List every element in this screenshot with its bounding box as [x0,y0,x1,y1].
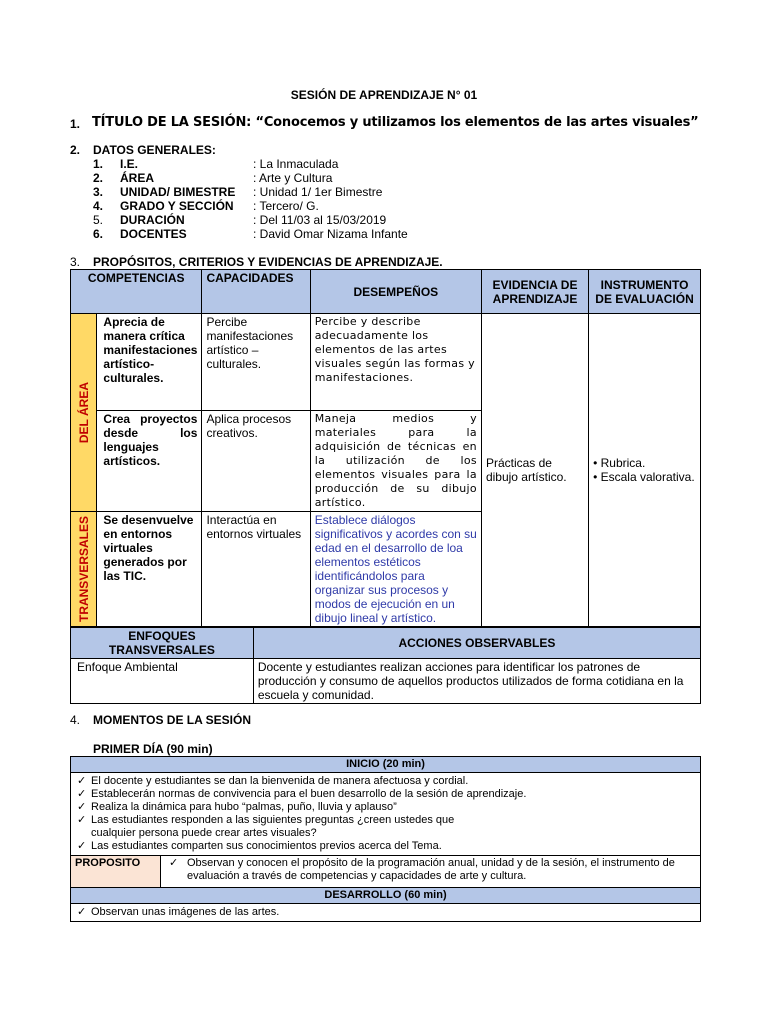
instrumento-cell [589,314,701,627]
datos-row [93,171,493,185]
datos-list [93,157,493,241]
instrumento-text: Escala valorativa. [600,470,695,484]
datos-value: : Tercero/ G. [253,199,319,213]
side-label-transversales-text: TRANSVERSALES [76,515,91,622]
list-item-text: Establecerán normas de convivencia para el buen desarrollo de la sesión de aprendizaje. [91,788,527,800]
desarrollo-header: DESARROLLO (60 min) [71,888,701,904]
check-icon: ✓ [168,857,179,869]
competencia-cell: Se desenvuelve en entornos virtuales generados por las TIC. [97,512,202,627]
inicio-items-cell [71,773,701,856]
header-acciones: ACCIONES OBSERVABLES [253,628,700,659]
inicio-items-row [71,773,701,856]
list-item-text: El docente y estudiantes se dan la bienvenida de manera afectuosa y cordial. [91,775,469,787]
datos-label: I.E. [120,157,139,171]
side-label-area [71,314,97,512]
datos-num: 4. [93,199,104,213]
desempeno-cell: Establece diálogos significativos y acordes con su edad en el desarrollo de loa elementos estéticos identificándolos para organizar sus procesos y modos de ejecución en un dibujo lineal y artístico. [310,512,481,627]
desempeno-cell: Maneja medios y materiales para la adquisición de técnicas en la utilización de los elementos visuales para la producción de su dibujo artístico. [310,411,481,512]
header-instrumento: INSTRUMENTO DE EVALUACIÓN [589,270,701,314]
instrumento-text: Rubrica. [600,456,646,470]
instrumento-item: • Escala valorativa. [593,470,695,484]
datos-row [93,157,493,171]
propositos-header-row [71,270,701,314]
section-3-number: 3. [70,255,81,269]
session-title-value: “Conocemos y utilizamos los elementos de las artes visuales” [255,115,699,130]
datos-label: UNIDAD/ BIMESTRE [120,185,236,199]
check-icon: ✓ [77,814,87,826]
check-icon: ✓ [77,775,87,787]
datos-row [93,185,493,199]
header-desempenos: DESEMPEÑOS [310,270,481,314]
list-item [77,906,696,919]
propositos-heading: PROPÓSITOS, CRITERIOS Y EVIDENCIAS DE APRENDIZAJE. [93,255,443,269]
list-item [77,814,696,840]
table-row [71,314,701,411]
check-icon: ✓ [77,840,87,852]
datos-value: : Unidad 1/ 1er Bimestre [253,185,383,199]
check-icon: ✓ [77,801,87,813]
header-competencias: COMPETENCIAS [71,270,202,314]
datos-value: : La Inmaculada [253,157,339,171]
datos-row [93,199,493,213]
header-capacidades: CAPACIDADES [202,270,310,314]
momentos-table [70,756,701,922]
table-row [71,659,701,704]
list-item [77,788,696,801]
datos-value: : Arte y Cultura [253,171,333,185]
desarrollo-items-row [71,904,701,922]
accion-cell: Docente y estudiantes realizan acciones para identificar los patrones de producción y consumo de aquellos productos utilizados de forma cotidiana en la escuela y comunidad. [253,659,700,704]
datos-num: 5. [93,213,104,227]
proposito-cell [160,856,700,888]
session-title [92,115,699,130]
propositos-table [70,269,701,627]
document-title: SESIÓN DE APRENDIZAJE N° 01 [290,88,478,102]
datos-row [93,213,493,227]
list-item-text: Realiza la dinámica para hubo “palmas, puño, lluvia y aplauso” [91,801,397,813]
datos-num: 2. [93,171,104,185]
section-2-number: 2. [70,143,81,157]
list-item [77,840,696,853]
day-heading: PRIMER DÍA (90 min) [93,742,213,756]
list-item [77,775,696,788]
section-4-number: 4. [70,713,81,727]
list-item-text: Las estudiantes comparten sus conocimientos previos acerca del Tema. [91,840,442,852]
capacidad-cell: Percibe manifestaciones artístico – culturales. [202,314,310,411]
evidencia-cell: Prácticas de dibujo artístico. [481,314,588,627]
instrumento-item: • Rubrica. [593,456,646,470]
capacidad-cell: Aplica procesos creativos. [202,411,310,512]
section-1-number: 1. [70,117,81,131]
datos-value: : David Omar Nizama Infante [253,227,408,241]
datos-label: ÁREA [120,171,155,185]
desarrollo-items-cell [71,904,701,922]
datos-row [93,227,493,241]
datos-num: 1. [93,157,104,171]
inicio-header: INICIO (20 min) [71,757,701,773]
list-item [169,857,696,883]
datos-label: DURACIÓN [120,213,185,227]
momentos-heading: MOMENTOS DE LA SESIÓN [93,713,252,727]
datos-label: DOCENTES [120,227,187,241]
datos-num: 6. [93,227,104,241]
competencia-cell: Aprecia de manera crítica manifestaciones artístico-culturales. [97,314,202,411]
check-icon: ✓ [77,788,87,800]
list-item-text: Observan unas imágenes de las artes. [91,906,280,918]
datos-label: GRADO Y SECCIÓN [120,199,234,213]
proposito-label: PROPOSITO [71,856,161,888]
capacidad-cell: Interactúa en entornos virtuales [202,512,310,627]
datos-value: : Del 11/03 al 15/03/2019 [253,213,387,227]
enfoques-table [70,627,701,704]
header-evidencia: EVIDENCIA DE APRENDIZAJE [481,270,588,314]
list-item-text: Las estudiantes responden a las siguientes preguntas ¿creen ustedes que cualquier persona puede crear artes visuales? [91,814,455,839]
proposito-row [71,856,701,888]
header-enfoques: ENFOQUES TRANSVERSALES [71,628,254,659]
list-item [77,801,696,814]
proposito-text: Observan y conocen el propósito de la programación anual, unidad y de la sesión, el instrumento de evaluación a través de competencias y capacidades de arte y cultura. [186,857,675,882]
check-icon: ✓ [77,906,87,918]
session-title-label: TÍTULO DE LA SESIÓN: [92,115,252,130]
inicio-header-row [71,757,701,773]
datos-heading: DATOS GENERALES: [93,143,216,157]
desempeno-cell: Percibe y describe adecuadamente los elementos de las artes visuales según las formas y manifestaciones. [310,314,481,411]
enfoques-header-row [71,628,701,659]
competencia-cell: Crea proyectos desde los lenguajes artísticos. [97,411,202,512]
side-label-area-text: DEL ÁREA [76,381,91,444]
datos-num: 3. [93,185,104,199]
desarrollo-header-row [71,888,701,904]
side-label-transversales [71,512,97,627]
enfoque-cell: Enfoque Ambiental [71,659,254,704]
